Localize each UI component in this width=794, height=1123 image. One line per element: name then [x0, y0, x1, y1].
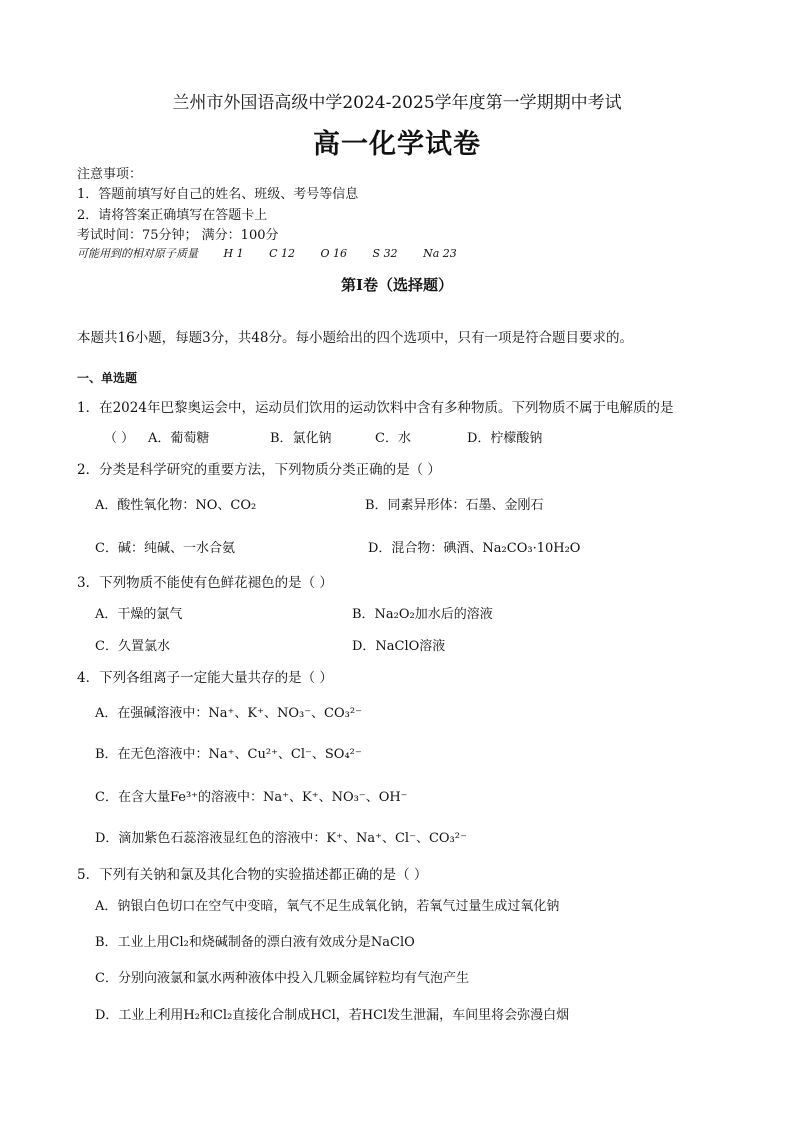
question-5-option-a: A．钠银白色切口在空气中变暗，氧气不足生成氧化钠，若氧气过量生成过氧化钠	[95, 899, 560, 914]
notice-item-2: 2．请将答案正确填写在答题卡上	[77, 208, 268, 223]
exam-time-score: 考试时间：75分钟； 满分：100分	[77, 228, 279, 243]
question-2-option-a: A．酸性氧化物：NO、CO₂	[95, 498, 257, 513]
question-4-option-d: D．滴加紫色石蕊溶液显红色的溶液中：K⁺、Na⁺、Cl⁻、CO₃²⁻	[95, 831, 467, 846]
question-1-stem: 1．在2024年巴黎奥运会中，运动员们饮用的运动饮料中含有多种物质。下列物质不属于电解质的是	[77, 400, 674, 416]
notice-item-1: 1．答题前填写好自己的姓名、班级、考号等信息	[77, 187, 359, 202]
question-3-option-d: D．NaClO溶液	[352, 639, 446, 654]
atomic-mass-o: O 16	[320, 247, 348, 260]
question-2-option-d: D．混合物：碘酒、Na₂CO₃·10H₂O	[368, 541, 581, 556]
atomic-mass-line	[77, 245, 457, 261]
question-5-stem: 5．下列有关钠和氯及其化合物的实验描述都正确的是（ ）	[77, 867, 428, 883]
section-title: 第Ⅰ卷（选择题）	[340, 276, 454, 294]
atomic-mass-h: H 1	[223, 247, 244, 260]
question-3-option-b: B．Na₂O₂加水后的溶液	[352, 607, 493, 622]
question-2-option-b: B．同素异形体：石墨、金刚石	[365, 498, 544, 513]
question-1-option-c: C．水	[375, 431, 411, 446]
section-heading: 一、单选题	[77, 371, 138, 385]
atomic-mass-c: C 12	[269, 247, 296, 260]
question-4-option-b: B．在无色溶液中：Na⁺、Cu²⁺、Cl⁻、SO₄²⁻	[95, 747, 362, 762]
question-4-stem: 4．下列各组离子一定能大量共存的是（ ）	[77, 670, 333, 686]
question-5-option-c: C．分别向液氯和氯水两种液体中投入几颗金属锌粒均有气泡产生	[95, 971, 469, 986]
question-1-paren: （ ）	[104, 431, 135, 446]
question-3-option-c: C．久置氯水	[95, 639, 170, 654]
question-2-stem: 2．分类是科学研究的重要方法，下列物质分类正确的是（ ）	[77, 462, 441, 478]
school-exam-line: 兰州市外国语高级中学2024-2025学年度第一学期期中考试	[172, 93, 622, 113]
question-2-option-c: C．碱：纯碱、一水合氨	[95, 541, 235, 556]
question-1-option-a: A．葡萄糖	[148, 431, 210, 446]
section-intro: 本题共16小题，每题3分，共48分。每小题给出的四个选项中，只有一项是符合题目要求的。	[77, 330, 633, 346]
question-1-option-d: D．柠檬酸钠	[467, 431, 543, 446]
page-title: 高一化学试卷	[313, 129, 481, 160]
question-3-stem: 3．下列物质不能使有色鲜花褪色的是（ ）	[77, 575, 333, 591]
question-5-option-d: D．工业上利用H₂和Cl₂直接化合制成HCl，若HCl发生泄漏，车间里将会弥漫白烟	[95, 1008, 570, 1023]
atomic-mass-s: S 32	[372, 247, 398, 260]
question-4-option-a: A．在强碱溶液中：Na⁺、K⁺、NO₃⁻、CO₃²⁻	[95, 706, 362, 721]
question-3-option-a: A．干燥的氯气	[95, 607, 183, 622]
notice-label: 注意事项：	[77, 167, 143, 182]
question-1-option-b: B．氯化钠	[270, 431, 332, 446]
atomic-mass-label: 可能用到的相对原子质量	[77, 247, 198, 260]
question-5-option-b: B．工业上用Cl₂和烧碱制备的漂白液有效成分是NaClO	[95, 935, 415, 950]
question-4-option-c: C．在含大量Fe³⁺的溶液中：Na⁺、K⁺、NO₃⁻、OH⁻	[95, 790, 408, 805]
atomic-mass-na: Na 23	[423, 247, 457, 260]
